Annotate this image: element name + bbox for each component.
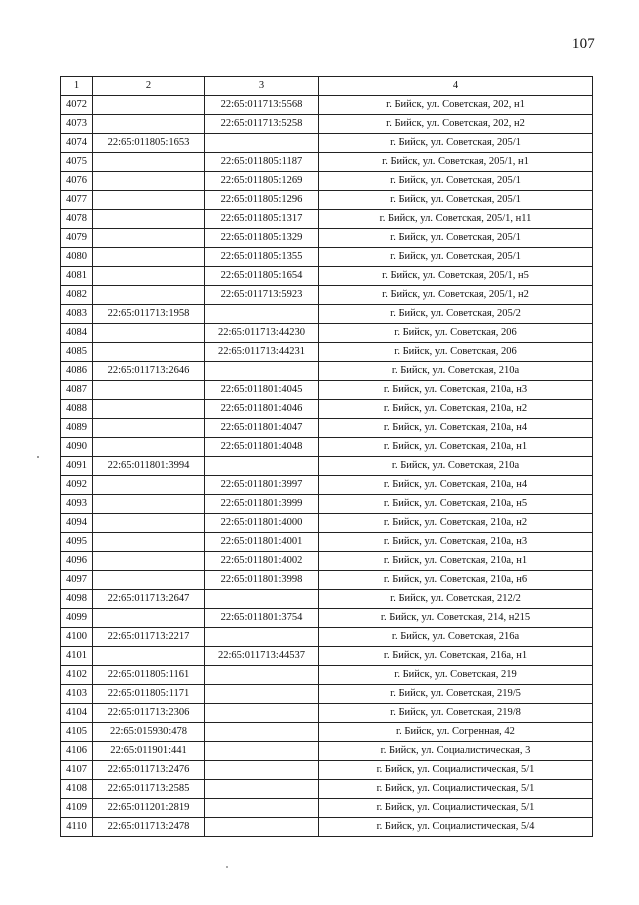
- parcel-number-cell: [93, 533, 205, 552]
- table-row: [61, 153, 593, 172]
- address-cell: г. Бийск, ул. Советская, 205/1: [319, 248, 593, 267]
- table-row: [61, 419, 593, 438]
- table-row: [61, 134, 593, 153]
- address-cell: г. Бийск, ул. Советская, 205/2: [319, 305, 593, 324]
- table-row: [61, 514, 593, 533]
- address-cell: г. Бийск, ул. Советская, 210а, н6: [319, 571, 593, 590]
- table-row: [61, 628, 593, 647]
- object-number-cell: 22:65:011713:5923: [205, 286, 319, 305]
- address-cell: г. Бийск, ул. Советская, 214, н215: [319, 609, 593, 628]
- parcel-number-cell: 22:65:011713:2647: [93, 590, 205, 609]
- object-number-cell: 22:65:011801:4002: [205, 552, 319, 571]
- table-row: [61, 381, 593, 400]
- object-number-cell: [205, 742, 319, 761]
- table-row: [61, 685, 593, 704]
- row-number-cell: 4109: [61, 799, 93, 818]
- table-row: [61, 552, 593, 571]
- table-row: [61, 495, 593, 514]
- address-cell: г. Бийск, ул. Советская, 216а: [319, 628, 593, 647]
- registry-table: [60, 76, 593, 837]
- row-number-cell: 4080: [61, 248, 93, 267]
- address-cell: г. Бийск, ул. Советская, 206: [319, 343, 593, 362]
- address-cell: г. Бийск, ул. Советская, 202, н1: [319, 96, 593, 115]
- table-row: [61, 210, 593, 229]
- parcel-number-cell: 22:65:015930:478: [93, 723, 205, 742]
- object-number-cell: 22:65:011713:44230: [205, 324, 319, 343]
- row-number-cell: 4081: [61, 267, 93, 286]
- row-number-cell: 4087: [61, 381, 93, 400]
- parcel-number-cell: [93, 609, 205, 628]
- object-number-cell: [205, 704, 319, 723]
- parcel-number-cell: 22:65:011713:2217: [93, 628, 205, 647]
- table-row: [61, 229, 593, 248]
- parcel-number-cell: 22:65:011713:2478: [93, 818, 205, 837]
- object-number-cell: 22:65:011801:3754: [205, 609, 319, 628]
- table-row: [61, 457, 593, 476]
- table-row: [61, 267, 593, 286]
- parcel-number-cell: [93, 438, 205, 457]
- table-row: [61, 571, 593, 590]
- object-number-cell: [205, 457, 319, 476]
- address-cell: г. Бийск, ул. Социалистическая, 3: [319, 742, 593, 761]
- object-number-cell: 22:65:011801:3998: [205, 571, 319, 590]
- row-number-cell: 4096: [61, 552, 93, 571]
- row-number-cell: 4094: [61, 514, 93, 533]
- address-cell: г. Бийск, ул. Советская, 212/2: [319, 590, 593, 609]
- row-number-cell: 4085: [61, 343, 93, 362]
- column-header: 2: [93, 77, 205, 96]
- row-number-cell: 4093: [61, 495, 93, 514]
- parcel-number-cell: 22:65:011805:1171: [93, 685, 205, 704]
- object-number-cell: 22:65:011713:44231: [205, 343, 319, 362]
- object-number-cell: 22:65:011801:3999: [205, 495, 319, 514]
- parcel-number-cell: [93, 248, 205, 267]
- row-number-cell: 4110: [61, 818, 93, 837]
- parcel-number-cell: [93, 115, 205, 134]
- parcel-number-cell: [93, 153, 205, 172]
- row-number-cell: 4107: [61, 761, 93, 780]
- parcel-number-cell: [93, 495, 205, 514]
- object-number-cell: 22:65:011801:3997: [205, 476, 319, 495]
- object-number-cell: 22:65:011801:4045: [205, 381, 319, 400]
- address-cell: г. Бийск, ул. Советская, 205/1: [319, 229, 593, 248]
- table-row: [61, 324, 593, 343]
- row-number-cell: 4095: [61, 533, 93, 552]
- object-number-cell: 22:65:011805:1317: [205, 210, 319, 229]
- row-number-cell: 4099: [61, 609, 93, 628]
- object-number-cell: [205, 134, 319, 153]
- row-number-cell: 4101: [61, 647, 93, 666]
- address-cell: г. Бийск, ул. Советская, 205/1, н2: [319, 286, 593, 305]
- parcel-number-cell: 22:65:011713:2646: [93, 362, 205, 381]
- object-number-cell: 22:65:011801:4048: [205, 438, 319, 457]
- table-row: [61, 115, 593, 134]
- row-number-cell: 4084: [61, 324, 93, 343]
- row-number-cell: 4104: [61, 704, 93, 723]
- object-number-cell: 22:65:011805:1296: [205, 191, 319, 210]
- row-number-cell: 4100: [61, 628, 93, 647]
- object-number-cell: [205, 780, 319, 799]
- parcel-number-cell: 22:65:011801:3994: [93, 457, 205, 476]
- address-cell: г. Бийск, ул. Социалистическая, 5/1: [319, 780, 593, 799]
- parcel-number-cell: 22:65:011713:1958: [93, 305, 205, 324]
- row-number-cell: 4074: [61, 134, 93, 153]
- object-number-cell: 22:65:011805:1187: [205, 153, 319, 172]
- address-cell: г. Бийск, ул. Советская, 210а, н1: [319, 552, 593, 571]
- row-number-cell: 4098: [61, 590, 93, 609]
- parcel-number-cell: [93, 476, 205, 495]
- address-cell: г. Бийск, ул. Советская, 219/5: [319, 685, 593, 704]
- object-number-cell: [205, 305, 319, 324]
- table-row: [61, 476, 593, 495]
- address-cell: г. Бийск, ул. Советская, 210а: [319, 457, 593, 476]
- object-number-cell: 22:65:011805:1355: [205, 248, 319, 267]
- object-number-cell: [205, 799, 319, 818]
- object-number-cell: [205, 685, 319, 704]
- parcel-number-cell: [93, 286, 205, 305]
- scan-artifact: [37, 456, 39, 458]
- row-number-cell: 4088: [61, 400, 93, 419]
- table-row: [61, 533, 593, 552]
- row-number-cell: 4083: [61, 305, 93, 324]
- table-row: [61, 590, 593, 609]
- table-body: [61, 96, 593, 837]
- table-row: [61, 96, 593, 115]
- row-number-cell: 4076: [61, 172, 93, 191]
- row-number-cell: 4090: [61, 438, 93, 457]
- row-number-cell: 4106: [61, 742, 93, 761]
- row-number-cell: 4086: [61, 362, 93, 381]
- address-cell: г. Бийск, ул. Советская, 210а, н3: [319, 381, 593, 400]
- table-row: [61, 742, 593, 761]
- object-number-cell: 22:65:011801:4001: [205, 533, 319, 552]
- table-row: [61, 780, 593, 799]
- row-number-cell: 4102: [61, 666, 93, 685]
- object-number-cell: 22:65:011805:1269: [205, 172, 319, 191]
- object-number-cell: [205, 666, 319, 685]
- row-number-cell: 4077: [61, 191, 93, 210]
- scan-artifact: [226, 866, 228, 868]
- table-row: [61, 647, 593, 666]
- table-row: [61, 362, 593, 381]
- object-number-cell: [205, 590, 319, 609]
- row-number-cell: 4078: [61, 210, 93, 229]
- address-cell: г. Бийск, ул. Советская, 219: [319, 666, 593, 685]
- parcel-number-cell: [93, 343, 205, 362]
- object-number-cell: 22:65:011801:4000: [205, 514, 319, 533]
- address-cell: г. Бийск, ул. Советская, 210а, н4: [319, 476, 593, 495]
- row-number-cell: 4091: [61, 457, 93, 476]
- column-header: 1: [61, 77, 93, 96]
- object-number-cell: 22:65:011801:4047: [205, 419, 319, 438]
- table-row: [61, 609, 593, 628]
- row-number-cell: 4082: [61, 286, 93, 305]
- parcel-number-cell: [93, 210, 205, 229]
- parcel-number-cell: [93, 419, 205, 438]
- table-row: [61, 761, 593, 780]
- address-cell: г. Бийск, ул. Советская, 205/1, н11: [319, 210, 593, 229]
- column-header: 3: [205, 77, 319, 96]
- row-number-cell: 4108: [61, 780, 93, 799]
- address-cell: г. Бийск, ул. Социалистическая, 5/4: [319, 818, 593, 837]
- row-number-cell: 4075: [61, 153, 93, 172]
- address-cell: г. Бийск, ул. Советская, 210а, н3: [319, 533, 593, 552]
- row-number-cell: 4105: [61, 723, 93, 742]
- parcel-number-cell: [93, 647, 205, 666]
- address-cell: г. Бийск, ул. Советская, 202, н2: [319, 115, 593, 134]
- object-number-cell: 22:65:011713:5258: [205, 115, 319, 134]
- address-cell: г. Бийск, ул. Советская, 205/1, н1: [319, 153, 593, 172]
- table-row: [61, 438, 593, 457]
- table-header-row: [61, 77, 593, 96]
- parcel-number-cell: [93, 381, 205, 400]
- address-cell: г. Бийск, ул. Согренная, 42: [319, 723, 593, 742]
- parcel-number-cell: 22:65:011901:441: [93, 742, 205, 761]
- object-number-cell: [205, 818, 319, 837]
- parcel-number-cell: [93, 96, 205, 115]
- address-cell: г. Бийск, ул. Советская, 210а, н5: [319, 495, 593, 514]
- parcel-number-cell: 22:65:011805:1653: [93, 134, 205, 153]
- address-cell: г. Бийск, ул. Советская, 205/1: [319, 191, 593, 210]
- parcel-number-cell: [93, 191, 205, 210]
- table-row: [61, 191, 593, 210]
- address-cell: г. Бийск, ул. Советская, 205/1: [319, 134, 593, 153]
- object-number-cell: [205, 628, 319, 647]
- table-row: [61, 723, 593, 742]
- table-row: [61, 704, 593, 723]
- row-number-cell: 4072: [61, 96, 93, 115]
- table-row: [61, 248, 593, 267]
- object-number-cell: 22:65:011713:44537: [205, 647, 319, 666]
- column-header: 4: [319, 77, 593, 96]
- parcel-number-cell: [93, 324, 205, 343]
- parcel-number-cell: [93, 514, 205, 533]
- row-number-cell: 4079: [61, 229, 93, 248]
- table-row: [61, 172, 593, 191]
- parcel-number-cell: 22:65:011713:2306: [93, 704, 205, 723]
- address-cell: г. Бийск, ул. Советская, 206: [319, 324, 593, 343]
- address-cell: г. Бийск, ул. Советская, 210а, н2: [319, 514, 593, 533]
- object-number-cell: 22:65:011801:4046: [205, 400, 319, 419]
- table-row: [61, 305, 593, 324]
- page-number: 107: [571, 36, 595, 52]
- address-cell: г. Бийск, ул. Советская, 205/1: [319, 172, 593, 191]
- object-number-cell: [205, 723, 319, 742]
- table-row: [61, 400, 593, 419]
- address-cell: г. Бийск, ул. Советская, 210а, н4: [319, 419, 593, 438]
- address-cell: г. Бийск, ул. Советская, 219/8: [319, 704, 593, 723]
- object-number-cell: 22:65:011713:5568: [205, 96, 319, 115]
- address-cell: г. Бийск, ул. Советская, 210а: [319, 362, 593, 381]
- object-number-cell: [205, 761, 319, 780]
- address-cell: г. Бийск, ул. Советская, 216а, н1: [319, 647, 593, 666]
- parcel-number-cell: 22:65:011713:2585: [93, 780, 205, 799]
- row-number-cell: 4097: [61, 571, 93, 590]
- address-cell: г. Бийск, ул. Советская, 205/1, н5: [319, 267, 593, 286]
- table-row: [61, 666, 593, 685]
- parcel-number-cell: [93, 229, 205, 248]
- address-cell: г. Бийск, ул. Социалистическая, 5/1: [319, 761, 593, 780]
- table-row: [61, 799, 593, 818]
- row-number-cell: 4092: [61, 476, 93, 495]
- row-number-cell: 4089: [61, 419, 93, 438]
- table-row: [61, 286, 593, 305]
- row-number-cell: 4073: [61, 115, 93, 134]
- row-number-cell: 4103: [61, 685, 93, 704]
- address-cell: г. Бийск, ул. Советская, 210а, н1: [319, 438, 593, 457]
- object-number-cell: [205, 362, 319, 381]
- address-cell: г. Бийск, ул. Советская, 210а, н2: [319, 400, 593, 419]
- parcel-number-cell: [93, 571, 205, 590]
- address-cell: г. Бийск, ул. Социалистическая, 5/1: [319, 799, 593, 818]
- table-row: [61, 343, 593, 362]
- parcel-number-cell: [93, 172, 205, 191]
- parcel-number-cell: [93, 552, 205, 571]
- parcel-number-cell: 22:65:011201:2819: [93, 799, 205, 818]
- parcel-number-cell: 22:65:011713:2476: [93, 761, 205, 780]
- parcel-number-cell: [93, 400, 205, 419]
- object-number-cell: 22:65:011805:1329: [205, 229, 319, 248]
- parcel-number-cell: [93, 267, 205, 286]
- table-row: [61, 818, 593, 837]
- object-number-cell: 22:65:011805:1654: [205, 267, 319, 286]
- parcel-number-cell: 22:65:011805:1161: [93, 666, 205, 685]
